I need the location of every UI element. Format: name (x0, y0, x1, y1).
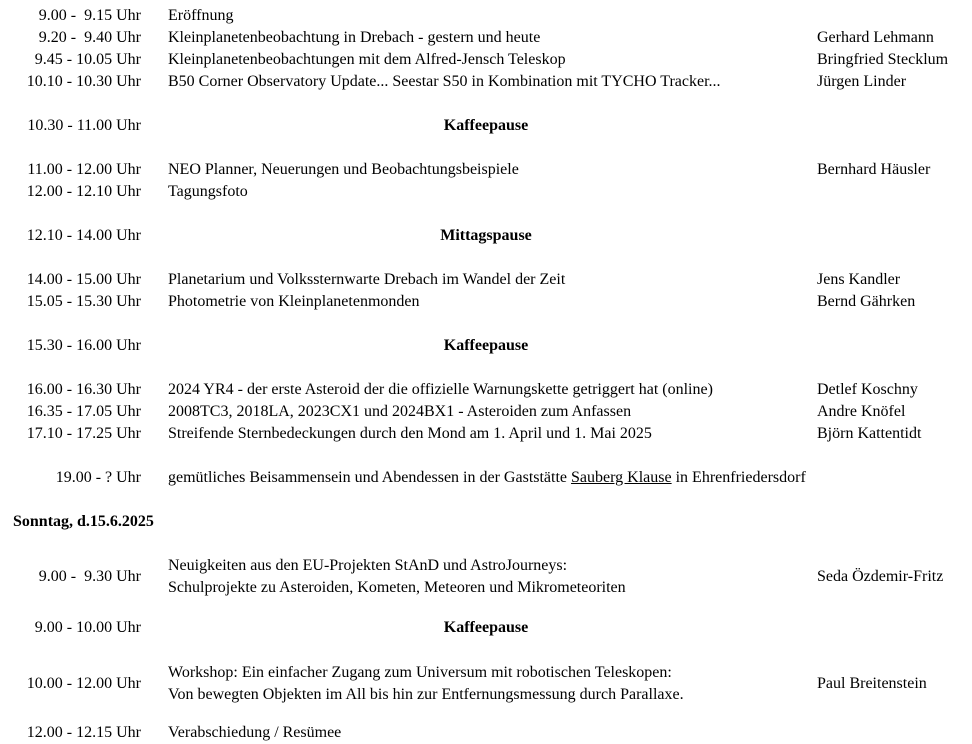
schedule-row (0, 423, 972, 445)
talk-time: 19.00 - ? Uhr (55, 469, 141, 486)
talk-title: Photometrie von Kleinplanetenmonden (168, 293, 420, 310)
speaker-name: Gerhard Lehmann (817, 29, 934, 46)
break-label: Kaffeepause (443, 117, 529, 134)
schedule-row (0, 722, 972, 744)
schedule-row-break (0, 115, 972, 137)
schedule-row-evening (0, 467, 972, 489)
talk-title (168, 555, 817, 599)
talk-time: 12.00 - 12.15 Uhr (26, 724, 141, 741)
talk-time: 11.00 - 12.00 Uhr (27, 161, 141, 178)
talk-title-line1: Workshop: Ein einfacher Zugang zum Universum mit robotischen Teleskopen: (168, 664, 672, 681)
talk-title: Streifende Sternbedeckungen durch den Mond am 1. April und 1. Mai 2025 (168, 425, 652, 442)
schedule-row-break (0, 335, 972, 357)
talk-time: 9.20 - 9.40 Uhr (38, 29, 141, 46)
talk-title: 2024 YR4 - der erste Asteroid der die offizielle Warnungskette getriggert hat (online) (168, 381, 713, 398)
talk-title (168, 662, 817, 706)
talk-title-line1: Neuigkeiten aus den EU-Projekten StAnD und AstroJourneys: (168, 557, 568, 574)
evening-note (168, 467, 972, 489)
break-time: 10.30 - 11.00 Uhr (27, 117, 141, 134)
schedule-row (0, 401, 972, 423)
talk-title: Eröffnung (168, 7, 234, 24)
schedule-row (0, 5, 972, 27)
speaker-name: Bernd Gährken (817, 293, 916, 310)
talk-title-line2: Schulprojekte zu Asteroiden, Kometen, Meteoren und Mikrometeoriten (168, 579, 626, 596)
break-label: Mittagspause (440, 227, 532, 244)
talk-title: Planetarium und Volkssternwarte Drebach im Wandel der Zeit (168, 271, 566, 288)
break-time: 12.10 - 14.00 Uhr (26, 227, 141, 244)
talk-title: B50 Corner Observatory Update... Seestar S50 in Kombination mit TYCHO Tracker... (168, 73, 721, 90)
talk-time: 9.45 - 10.05 Uhr (34, 51, 141, 68)
schedule-row-break (0, 617, 972, 639)
talk-title: NEO Planner, Neuerungen und Beobachtungsbeispiele (168, 161, 519, 178)
talk-title: Kleinplanetenbeobachtungen mit dem Alfred-Jensch Teleskop (168, 51, 566, 68)
speaker-name: Andre Knöfel (817, 403, 906, 420)
break-label: Kaffeepause (443, 337, 529, 354)
schedule-row-break (0, 225, 972, 247)
day-header: Sonntag, d.15.6.2025 (13, 513, 154, 530)
schedule-row (0, 49, 972, 71)
talk-time: 14.00 - 15.00 Uhr (26, 271, 141, 288)
speaker-name: Seda Özdemir-Fritz (817, 568, 944, 585)
schedule-row (0, 379, 972, 401)
evening-note-text-before: gemütliches Beisammensein und Abendessen in der Gaststätte (168, 469, 572, 486)
schedule-row (0, 159, 972, 181)
talk-time: 9.00 - 9.30 Uhr (38, 568, 141, 585)
schedule-row (0, 291, 972, 313)
venue-link[interactable]: Sauberg Klause (571, 469, 672, 486)
talk-time: 17.10 - 17.25 Uhr (26, 425, 141, 442)
speaker-name: Bringfried Stecklum (817, 51, 949, 68)
break-label: Kaffeepause (443, 619, 529, 636)
speaker-name: Jens Kandler (817, 271, 901, 288)
speaker-name: Detlef Koschny (817, 381, 918, 398)
speaker-name: Paul Breitenstein (817, 675, 927, 692)
talk-title: Kleinplanetenbeobachtung in Drebach - gestern und heute (168, 29, 541, 46)
talk-time: 10.00 - 12.00 Uhr (26, 675, 141, 692)
speaker-name: Jürgen Linder (817, 73, 907, 90)
schedule-row (0, 181, 972, 203)
talk-time: 16.00 - 16.30 Uhr (26, 381, 141, 398)
talk-time: 15.05 - 15.30 Uhr (26, 293, 141, 310)
talk-title: Tagungsfoto (168, 183, 248, 200)
break-time: 9.00 - 10.00 Uhr (34, 619, 141, 636)
evening-note-text-after: in Ehrenfriedersdorf (671, 469, 806, 486)
talk-time: 10.10 - 10.30 Uhr (26, 73, 141, 90)
schedule-row (0, 269, 972, 291)
talk-time: 9.00 - 9.15 Uhr (38, 7, 141, 24)
talk-title-line2: Von bewegten Objekten im All bis hin zur Entfernungsmessung durch Parallaxe. (168, 686, 684, 703)
schedule-row (0, 662, 972, 706)
schedule-row (0, 555, 972, 599)
schedule-row (0, 27, 972, 49)
talk-time: 16.35 - 17.05 Uhr (26, 403, 141, 420)
talk-title: Verabschiedung / Resümee (168, 724, 342, 741)
break-time: 15.30 - 16.00 Uhr (26, 337, 141, 354)
talk-title: 2008TC3, 2018LA, 2023CX1 und 2024BX1 - Asteroiden zum Anfassen (168, 403, 632, 420)
schedule-row (0, 71, 972, 93)
talk-time: 12.00 - 12.10 Uhr (26, 183, 141, 200)
speaker-name: Björn Kattentidt (817, 425, 922, 442)
speaker-name: Bernhard Häusler (817, 161, 931, 178)
